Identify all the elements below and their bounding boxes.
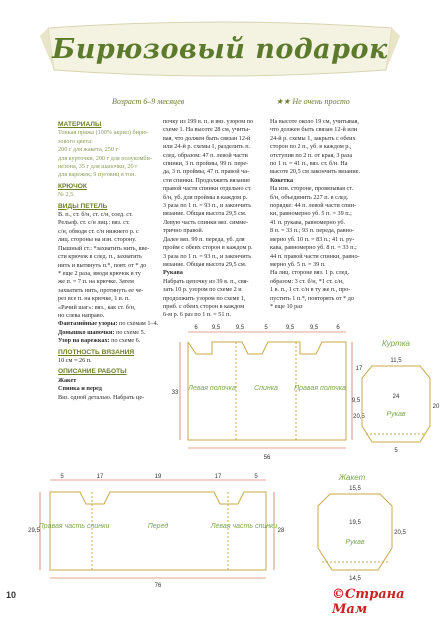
loops-line: лиц. стороны на изн. сторону. bbox=[58, 236, 137, 244]
jacket-height-dim: 33 bbox=[171, 390, 179, 396]
mitten-label: Узор на варежках: bbox=[58, 337, 110, 345]
difficulty-text: Не очень просто bbox=[292, 97, 350, 106]
body-line: Далее вяз. 99 п. переда, уб. для bbox=[163, 235, 245, 243]
pattern-value: по схемам 1–4. bbox=[119, 320, 159, 328]
hat-value: по схеме 5. bbox=[116, 328, 146, 336]
zhaket-top-dim-1: 5 bbox=[60, 474, 64, 480]
page-number: 10 bbox=[6, 590, 17, 600]
zhaket-top-dim-4: 17 bbox=[214, 474, 222, 480]
zhaket-sleeve-height-dim: 20,5 bbox=[394, 530, 406, 536]
body-line: да, 3 п. проймы, 47 п. правой ча- bbox=[163, 168, 250, 176]
body-line: образом: 3 ст. б/н, *1 ст. с/н, bbox=[270, 277, 344, 285]
back-label: Спинка bbox=[254, 385, 278, 392]
body-line: 8 п. = 33 п.; 93 п. переда, равно- bbox=[270, 227, 355, 235]
zhaket-diagram-label: Жакет bbox=[338, 473, 366, 482]
left-back-label: Левая часть спинки bbox=[210, 523, 278, 530]
body-line: вязание. Общая высота 29,5 см. bbox=[163, 260, 247, 268]
sleeve-height-dim: 20 bbox=[432, 404, 440, 410]
loops-line: с/н, обводя ст. с/н нижнего р. с bbox=[58, 227, 139, 235]
column-yoke bbox=[270, 118, 382, 311]
body-line: что должен быть связан 12-й или bbox=[270, 126, 358, 134]
left-front-label: Левая полочка bbox=[188, 385, 236, 392]
sleeve-top-dim: 11,5 bbox=[390, 358, 402, 364]
density-value: 10 см = 26 п. bbox=[58, 356, 92, 364]
jacket-top-dim-6: 9,5 bbox=[309, 325, 319, 331]
column-body bbox=[163, 118, 263, 320]
body-line: трично правой. bbox=[163, 227, 204, 235]
loops-line: рез все п. на крючке, 1 в. п. bbox=[58, 295, 130, 303]
hook-heading: КРЮЧОК bbox=[58, 182, 87, 190]
hat-label: Донышко шапочки: bbox=[58, 328, 115, 336]
loops-line: В. п., ст. б/н, ст. с/н, соед. ст. bbox=[58, 211, 133, 219]
jacket-top-dim-7: 6 bbox=[336, 325, 340, 331]
jacket-top-dim-3: 9,5 bbox=[235, 325, 245, 331]
sleeve-width-dim: 24 bbox=[392, 394, 400, 400]
jacket-top-dim-4: 5 bbox=[264, 325, 268, 331]
loops-line: * еще 2 раза, вводя крючок в ту bbox=[58, 269, 141, 277]
yoke-heading: Кокетка bbox=[270, 176, 294, 184]
body-line: 6-м р. 6 раз по 1 п. = 51 п. bbox=[163, 311, 231, 319]
pattern-label: Фантазийные узоры: bbox=[58, 320, 118, 328]
sleeve-height-dim-2: 9,5 bbox=[351, 398, 361, 404]
loops-line: Пышный ст.: *захватить нить, вве- bbox=[58, 244, 150, 252]
loops-line: Рельеф. ст. с/н лиц.: вяз. ст. bbox=[58, 219, 130, 227]
mitten-value: по схеме 6. bbox=[111, 337, 141, 345]
zhaket-body-outline bbox=[50, 492, 266, 570]
zhaket-left-dim: 29,5 bbox=[28, 528, 40, 534]
jacket-top-dim-5: 9,5 bbox=[285, 325, 295, 331]
body-line: приб. с обеих сторон в каждом bbox=[163, 302, 245, 310]
page-title: Бирюзовый подарок bbox=[52, 33, 388, 65]
body-line: спинки, 3 п. проймы, 99 п. пере- bbox=[163, 160, 249, 168]
front-label: Перед bbox=[147, 523, 169, 530]
jacket-top-dim-2: 9,5 bbox=[211, 325, 221, 331]
body-line: зать 10 р. узором по схеме 2 и bbox=[163, 286, 242, 294]
work-item-title: Жакет bbox=[58, 376, 77, 384]
body-line: вязание. Общая высота 29,5 см. bbox=[163, 210, 247, 218]
zhaket-top-dim-5: 5 bbox=[254, 474, 258, 480]
body-line: пустить 1 п.*, повторять от * до bbox=[270, 294, 354, 302]
body-line: б/н, уб. для проймы в каждом р. bbox=[163, 193, 248, 201]
body-line: продолжить узором по схеме 1, bbox=[163, 294, 246, 302]
materials-heading: МАТЕРИАЛЫ bbox=[58, 121, 102, 128]
body-line: На изн. стороне, провязывая ст. bbox=[270, 185, 354, 193]
body-line: * еще 10 раз bbox=[270, 302, 303, 310]
zhaket-diagram bbox=[0, 470, 441, 588]
jacket-bottom-dim: 56 bbox=[263, 455, 271, 461]
loops-line: нить и вытянуть п.*, повт. от * до bbox=[58, 261, 147, 269]
body-line: б/н, объединить 227 п. в след. bbox=[270, 193, 349, 201]
zhaket-sleeve-width-dim: 19,5 bbox=[349, 520, 361, 526]
body-line: На лиц. стороне вяз. 1 р. след. bbox=[270, 269, 350, 277]
jacket-diagram-label: Куртка bbox=[382, 339, 410, 348]
age-label: Возраст 6–9 месяцев bbox=[112, 97, 185, 106]
body-line: Левую часть спинки вяз. симме- bbox=[163, 218, 249, 226]
zhaket-sleeve-shape bbox=[318, 494, 392, 570]
work-subtitle: Спинка и перед bbox=[58, 385, 102, 393]
body-line: сти спинки. Продолжить вязание bbox=[163, 176, 251, 184]
body-line: правой части спинки отдельно ст. bbox=[163, 185, 252, 193]
sleeve-heading: Рукава bbox=[163, 269, 183, 277]
work-text: Вяз. одной деталью. Набрать це- bbox=[58, 393, 145, 401]
body-line: 44 п. правой части спинки, равно- bbox=[270, 252, 360, 260]
body-line: кава, равномерно уб. 8 п. = 33 п.; bbox=[270, 244, 357, 252]
body-line: Набрать цепочку из 39 в. п., свя- bbox=[163, 277, 249, 285]
jacket-right-dim-1: 17 bbox=[355, 366, 363, 372]
loops-line: «Рачий шаг»: вяз., как ст. б/н, bbox=[58, 303, 136, 311]
watermark-logo: ©Страна Мам bbox=[332, 587, 405, 617]
materials-line: для варежек; 9 пуговиц в тон. bbox=[58, 171, 136, 179]
jacket-sleeve-label: Рукав bbox=[386, 411, 406, 418]
zhaket-right-dim: 28 bbox=[277, 528, 285, 534]
right-back-label: Правая часть спинки bbox=[38, 523, 110, 530]
loops-line: же п. = 7 п. на крючке. Затем bbox=[58, 278, 134, 286]
body-line: 41 п. рукава, равномерно уб. bbox=[270, 218, 346, 226]
loops-line: сти крючок в след. п., захватить bbox=[58, 253, 142, 261]
body-line: 24-й р. схемы 1, закрыть с обеих bbox=[270, 134, 356, 142]
zhaket-sleeve-label: Рукав bbox=[345, 539, 365, 546]
work-heading: ОПИСАНИЕ РАБОТЫ bbox=[58, 368, 127, 376]
jacket-sleeve-shape bbox=[362, 366, 430, 442]
zhaket-body-shape bbox=[50, 492, 266, 570]
density-heading: ПЛОТНОСТЬ ВЯЗАНИЯ bbox=[58, 348, 135, 356]
body-line: порядке: 44 п. левой части спин- bbox=[270, 202, 357, 210]
body-line: ки, равномерно уб. 5 п. = 39 п.; bbox=[270, 210, 352, 218]
body-line: след. образом: 47 п. левой части bbox=[163, 151, 248, 159]
jacket-right-dim-2: 20,5 bbox=[353, 414, 365, 420]
jacket-top-dim-1: 6 bbox=[194, 325, 198, 331]
materials-line: незона, 35 г для шапочки, 20 г bbox=[58, 163, 138, 171]
loops-heading: ВИДЫ ПЕТЕЛЬ bbox=[58, 202, 108, 210]
body-line: сторон по 2 п., уб. в каждом р., bbox=[270, 143, 352, 151]
body-line: На высоте около 19 см, учитывая, bbox=[270, 118, 359, 125]
loops-line: захватить нить, протянуть ее че- bbox=[58, 286, 144, 294]
body-line: вая, что должен быть связан 12-й bbox=[163, 134, 251, 142]
zhaket-sleeve-outline bbox=[318, 494, 392, 570]
materials-line: 200 г для жакета, 250 г bbox=[58, 146, 119, 154]
materials-line: Тонкая пряжа (100% акрил) бирю- bbox=[58, 129, 149, 137]
title-banner bbox=[40, 18, 400, 80]
loops-line: но слева направо. bbox=[58, 311, 105, 319]
difficulty-stars: ★★ bbox=[276, 97, 291, 106]
materials-line: для курточки, 200 г для полукомби- bbox=[58, 154, 152, 162]
body-line: схеме 1. На высоте 28 см, учиты- bbox=[163, 126, 251, 134]
body-line: пройм с обеих сторон в каждом р. bbox=[163, 244, 253, 252]
difficulty-label bbox=[276, 97, 350, 106]
zhaket-top-dim-2: 17 bbox=[96, 474, 104, 480]
body-line: мерно уб. 10 п. = 83 п.; 41 п. ру- bbox=[270, 235, 355, 243]
zhaket-sleeve-bottom-dim: 14,5 bbox=[349, 576, 361, 582]
jacket-diagram bbox=[0, 318, 441, 470]
zhaket-sleeve-top-dim: 15,5 bbox=[349, 486, 361, 492]
body-line: по 1 п. = 41 п., вяз. ст. б/н. На bbox=[270, 160, 348, 168]
body-line: мерно уб. 5 п. = 39 п. bbox=[270, 260, 326, 268]
body-line: или 24-й р. схемы 1, разделить п. bbox=[163, 143, 251, 151]
right-front-label: Правая полочка bbox=[294, 385, 346, 392]
body-line: 3 раза по 1 п. = 93 п., и закончить bbox=[163, 202, 252, 210]
body-line: отступив по 2 п. от края, 3 раза bbox=[270, 151, 353, 159]
zhaket-bottom-dim: 76 bbox=[154, 583, 162, 588]
materials-line: зового цвета: bbox=[58, 137, 93, 145]
hook-value: № 2,5. bbox=[58, 191, 75, 199]
sleeve-bottom-dim: 5 bbox=[394, 448, 398, 454]
zhaket-top-dim-3: 19 bbox=[154, 474, 162, 480]
body-line: высоте 20,5 см закончить вязание. bbox=[270, 168, 360, 176]
body-line: 1 в. п., 1 ст. с/н в ту же п., про- bbox=[270, 286, 351, 294]
body-line: 3 раза по 1 п. = 93 п., и закончить bbox=[163, 252, 252, 260]
jacket-sleeve-outline bbox=[362, 366, 430, 442]
body-line: почку из 199 в. п. и вяз. узором по bbox=[163, 118, 254, 125]
